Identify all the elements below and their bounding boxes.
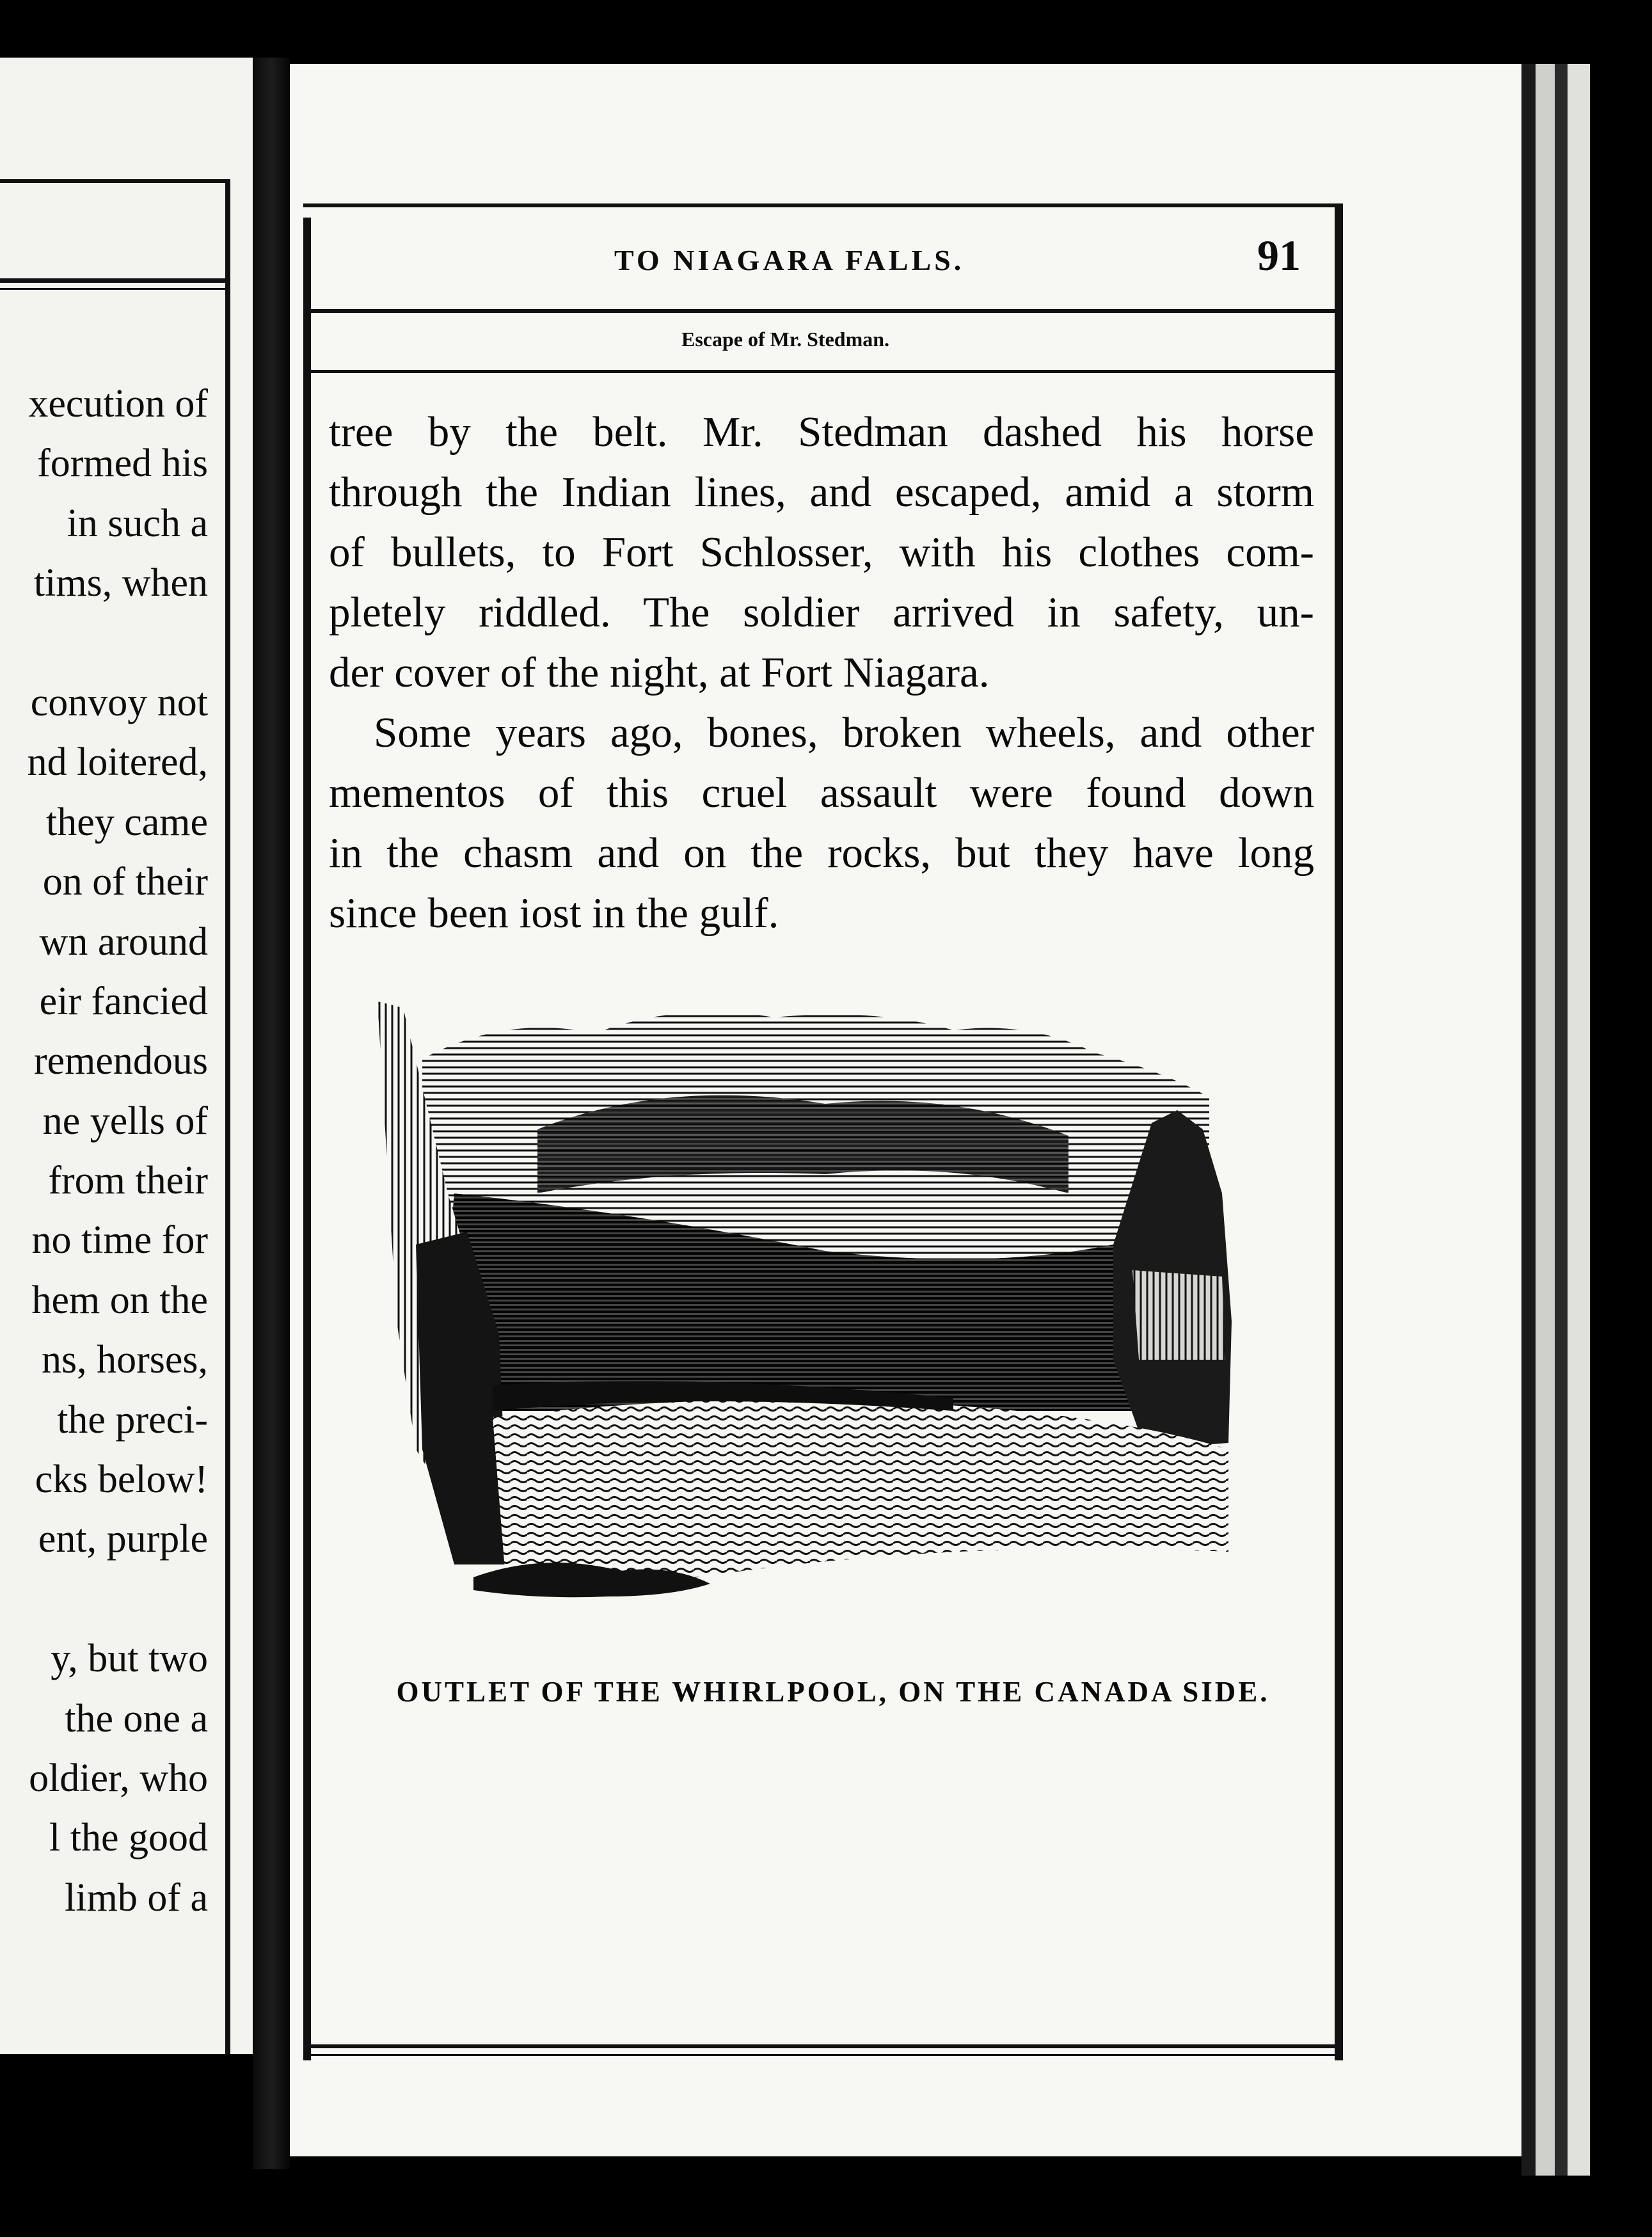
page-edge-stack xyxy=(1536,64,1555,2176)
body-line: mementos of this cruel assault were found down xyxy=(329,769,1314,816)
header-rule xyxy=(311,309,1335,313)
left-page-line: they came xyxy=(45,800,208,844)
left-page-line: in such a xyxy=(67,501,208,545)
left-top-rule xyxy=(0,179,230,183)
left-page-line: cks below! xyxy=(35,1458,208,1502)
left-page-line: the preci- xyxy=(57,1397,208,1442)
left-page-line xyxy=(0,1570,208,1629)
section-heading: Escape of Mr. Stedman. xyxy=(681,328,890,351)
page-edge-light xyxy=(1568,64,1590,2176)
left-page-line: oldier, who xyxy=(29,1756,208,1800)
body-line: since been iost in the gulf. xyxy=(329,889,779,937)
left-page-line: the one a xyxy=(65,1696,208,1740)
page-frame-left xyxy=(303,218,311,2060)
illustration-caption: OUTLET OF THE WHIRLPOOL, ON THE CANADA SIDE. xyxy=(396,1676,1270,1708)
left-page-line: limb of a xyxy=(65,1875,208,1920)
left-header-rule-thin xyxy=(0,288,230,290)
left-page-line: xecution of xyxy=(28,382,208,426)
body-line: in the chasm and on the rocks, but they have long xyxy=(329,829,1314,877)
body-line: Some years ago, bones, broken wheels, and other xyxy=(374,709,1314,756)
left-page-line: on of their xyxy=(42,860,208,904)
left-page-fragment xyxy=(0,58,253,2054)
left-page-line xyxy=(0,614,208,673)
page-frame-right xyxy=(1335,205,1343,2060)
left-page-line: l the good xyxy=(49,1816,208,1860)
left-page-line: ne yells of xyxy=(42,1099,208,1143)
left-page-line: remendous xyxy=(33,1039,208,1083)
body-line: through the Indian lines, and escaped, amid a storm xyxy=(329,468,1314,516)
section-rule xyxy=(311,370,1335,373)
left-header-rule xyxy=(0,278,230,283)
engraving-illustration xyxy=(377,1001,1264,1641)
page-edge-dark xyxy=(1555,64,1568,2176)
left-page-line: nd loitered, xyxy=(27,740,208,784)
left-page-line: formed his xyxy=(37,442,208,486)
left-page-line: eir fancied xyxy=(39,979,208,1023)
left-page-line: convoy not xyxy=(30,680,208,724)
left-page-line: from their xyxy=(48,1159,208,1203)
left-page-line: hem on the xyxy=(31,1278,208,1322)
top-frame-rule xyxy=(303,203,1343,207)
left-page-line: y, but two xyxy=(51,1637,208,1681)
body-line: pletely riddled. The soldier arrived in safety, un- xyxy=(329,589,1314,636)
left-page-line: ns, horses, xyxy=(41,1338,208,1382)
left-page-line: no time for xyxy=(31,1218,208,1262)
book-gutter xyxy=(253,58,290,2169)
body-line: of bullets, to Fort Schlosser, with his clothes com- xyxy=(329,529,1314,576)
left-page-line: tims, when xyxy=(33,561,208,605)
body-line: tree by the belt. Mr. Stedman dashed his horse xyxy=(329,408,1314,456)
left-page-line: wn around xyxy=(39,919,208,964)
body-text xyxy=(329,402,1314,943)
left-page-text xyxy=(0,374,208,1928)
left-page-line: ent, purple xyxy=(38,1517,208,1561)
page-number: 91 xyxy=(1257,231,1301,280)
page-edge-shadow xyxy=(1521,64,1536,2176)
bottom-frame-rule-thin xyxy=(303,2054,1343,2056)
bottom-frame-rule xyxy=(303,2044,1343,2048)
body-line: der cover of the night, at Fort Niagara. xyxy=(329,649,990,696)
running-head: TO NIAGARA FALLS. xyxy=(614,244,965,276)
left-frame-border xyxy=(225,179,230,2054)
